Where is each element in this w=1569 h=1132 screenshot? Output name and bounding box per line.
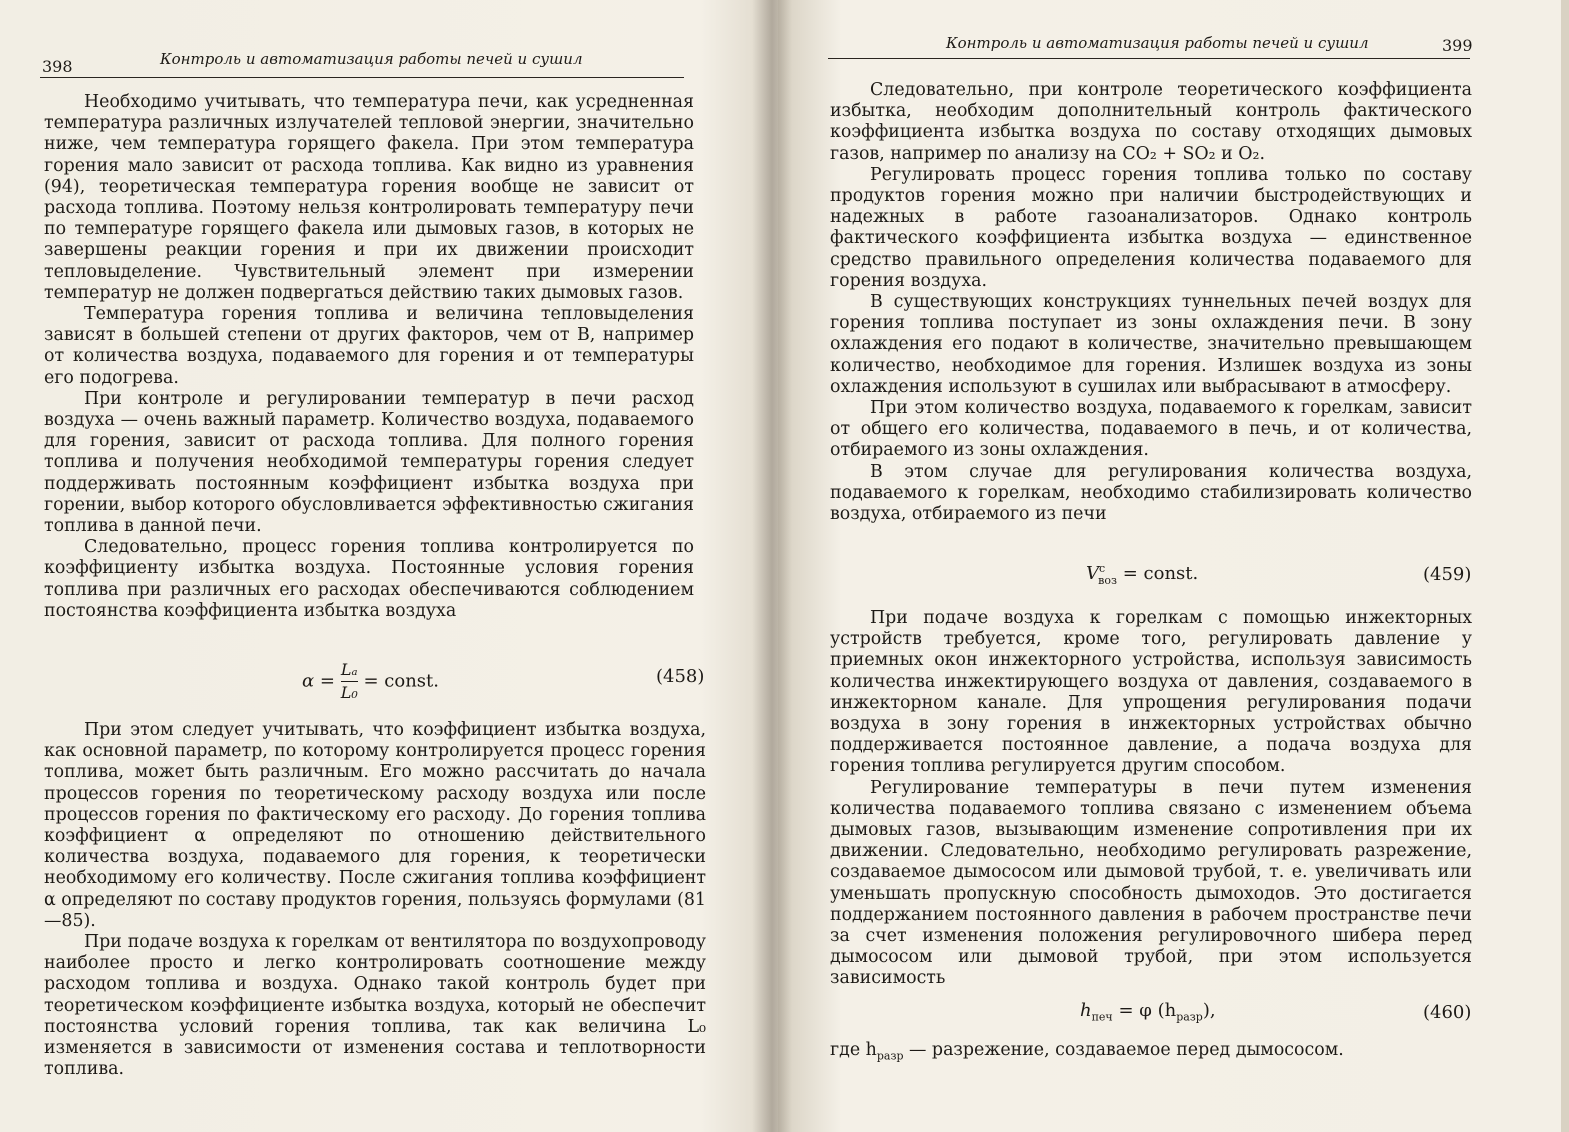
- formula-460-number: (460): [1423, 1002, 1472, 1023]
- right-text-block-1: [830, 80, 1472, 525]
- formula-460-lhs-sub: печ: [1091, 1010, 1113, 1024]
- closing-prefix: где h: [830, 1040, 877, 1060]
- left-paragraph-6: При подаче воздуха к горелкам от вентилятора по воздухопроводу наиболее просто и легко контролировать соотношение между расходом топлива и воздуха. Однако такой контроль будет при теоретическом коэффициенте избытка воздуха, который не обеспечит постоянства условий горения топлива, так как величина L₀ изменяется в зависимости от изменения состава и теплотворности топлива.: [44, 932, 706, 1080]
- formula-460-mid: = φ (h: [1112, 1000, 1177, 1021]
- formula-459-var: V: [1086, 563, 1099, 584]
- left-page: [0, 0, 778, 1132]
- right-running-head: Контроль и автоматизация работы печей и сушил: [946, 34, 1369, 52]
- right-paragraph-5: В этом случае для регулирования количества воздуха, подаваемого к горелкам, необходимо стабилизировать количество воздуха, отбираемого из печи: [830, 461, 1472, 525]
- right-paragraph-4: При этом количество воздуха, подаваемого к горелкам, зависит от общего его количества, подаваемого в печь, и от количества, отбираемого из зоны охлаждения.: [830, 398, 1472, 461]
- right-page-number: 399: [1442, 36, 1473, 55]
- right-page: [778, 0, 1569, 1132]
- formula-460: [830, 998, 1480, 1032]
- left-paragraph-1: Необходимо учитывать, что температура печи, как усредненная температура различных излучателей тепловой энергии, значительно ниже, чем температура горящего факела. При этом температура горения мало зависит от расхода топлива. Как видно из уравнения (94), теоретическая температура горения вообще не зависит от расхода топлива. Поэтому нельзя контролировать температуру печи по температуре горящего факела или дымовых газов, в которых не завершены реакции горения и при их движении происходит тепловыделение. Чувствительный элемент при измерении температур не должен подвергаться действию таких дымовых газов.: [44, 92, 694, 303]
- page-edge: [1561, 0, 1569, 1132]
- left-paragraph-3: При контроле и регулировании температур в печи расход воздуха — очень важный параметр. Количество воздуха, подаваемого для горения, зависит от расхода топлива. Для полного горения топлива и получения необходимой температуры горения следует поддерживать постоянным коэффициент избытка воздуха при горении, выбор которого обусловливается эффективностью сжигания топлива в данной печи.: [44, 388, 694, 537]
- left-running-head: Контроль и автоматизация работы печей и сушил: [160, 50, 583, 68]
- right-text-block-2: [830, 608, 1472, 990]
- right-paragraph-2: Регулировать процесс горения топлива только по составу продуктов горения можно при наличии быстродействующих и надежных в работе газоанализаторов. Однако контроль фактического коэффициента избытка воздуха — единственное средство правильного определения количества подаваемого для горения воздуха.: [830, 164, 1472, 291]
- formula-459-rhs: = const.: [1117, 563, 1199, 584]
- formula-458-rhs: = const.: [363, 670, 439, 692]
- left-text-block-1: [44, 92, 694, 622]
- formula-460-end: ),: [1202, 1000, 1216, 1021]
- book-gutter: [752, 0, 792, 1132]
- formula-458-denominator: L₀: [340, 683, 358, 702]
- right-paragraph-3: В существующих конструкциях туннельных печей воздух для горения топлива поступает из зоны охлаждения печи. В зону охлаждения его подают в количестве, значительно превышающем количество, необходимое для горения. Излишек воздуха из зоны охлаждения используют в сушилах или выбрасывают в атмосферу.: [830, 292, 1472, 397]
- formula-459-sup: с: [1099, 562, 1106, 575]
- formula-458-numerator: Lₐ: [340, 660, 358, 679]
- right-paragraph-1: Следовательно, при контроле теоретического коэффициента избытка, необходим дополнительный контроль фактического коэффициента избытка воздуха по составу отходящих дымовых газов, например по анализу на CO₂ + SO₂ и O₂.: [830, 80, 1472, 164]
- right-closing-line: [830, 1040, 1472, 1067]
- left-text-block-2: [44, 720, 706, 1080]
- formula-460-lhs: h: [1080, 1000, 1092, 1021]
- formula-459: [830, 560, 1480, 596]
- right-header-rule: [828, 58, 1470, 59]
- closing-rest: — разрежение, создаваемое перед дымососом.: [903, 1040, 1344, 1060]
- formula-458-number: (458): [656, 666, 705, 687]
- formula-458-lhs: α =: [302, 670, 335, 692]
- left-page-number: 398: [42, 57, 73, 76]
- formula-458: [44, 656, 704, 716]
- right-paragraph-7: Регулирование температуры в печи путем изменения количества подаваемого топлива связано с изменением объема дымовых газов, вызывающим изменение сопротивления при их движении. Следовательно, необходимо регулировать разрежение, создаваемое дымососом или дымовой трубой, т. е. увеличивать или уменьшать пропускную способность дымоходов. Это достигается поддержанием постоянного давления в рабочем пространстве печи за счет изменения положения регулировочного шибера перед дымососом или дымовой трубой, при этом используется зависимость: [830, 777, 1472, 989]
- formula-459-sub: воз: [1098, 573, 1117, 587]
- formula-458-fraction: [341, 660, 358, 703]
- formula-460-mid-sub: разр: [1176, 1010, 1203, 1024]
- formula-459-number: (459): [1423, 564, 1472, 585]
- left-header-rule: [40, 77, 684, 78]
- left-paragraph-4: Следовательно, процесс горения топлива контролируется по коэффициенту избытка воздуха. Постоянные условия горения топлива при различных его расходах обеспечиваются соблюдением постоянства коэффициента избытка воздуха: [44, 537, 694, 621]
- left-paragraph-2: Температура горения топлива и величина тепловыделения зависят в большей степени от других факторов, чем от B, например от количества воздуха, подаваемого для горения и от температуры его подогрева.: [44, 304, 694, 388]
- right-paragraph-6: При подаче воздуха к горелкам с помощью инжекторных устройств требуется, кроме того, регулировать давление у приемных окон инжекторного устройства, используя зависимость количества инжектирующего воздуха от давления, создаваемого в инжекторном канале. Для упрощения регулирования подачи воздуха в зону горения в инжекторных устройствах обычно поддерживается постоянное давление, а подача воздуха для горения топлива регулируется другим способом.: [830, 608, 1472, 777]
- left-paragraph-5: При этом следует учитывать, что коэффициент избытка воздуха, как основной параметр, по которому контролируется процесс горения топлива, может быть различным. Его можно рассчитать до начала процессов горения по теоретическому расходу воздуха или после процессов горения по фактическому его расходу. До горения топлива коэффициент α определяют по отношению действительного количества воздуха, подаваемого для горения, к теоретически необходимому его количеству. После сжигания топлива коэффициент α определяют по составу продуктов горения, пользуясь формулами (81—85).: [44, 720, 706, 931]
- closing-sub: разр: [876, 1049, 904, 1063]
